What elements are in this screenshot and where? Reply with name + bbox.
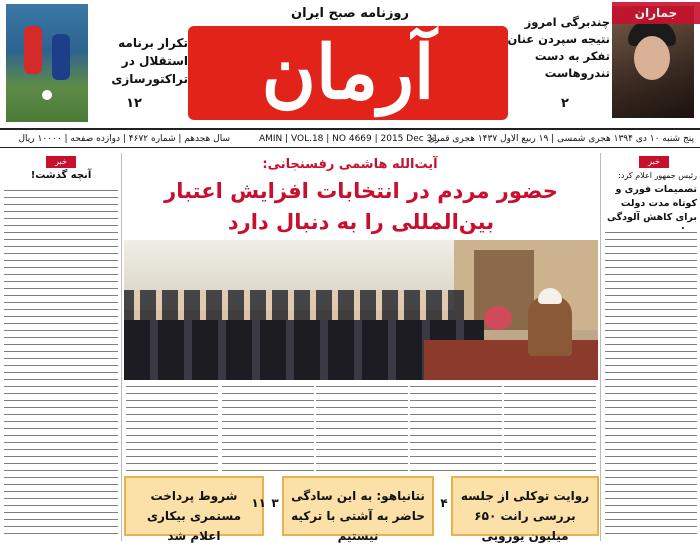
ball-shape bbox=[42, 90, 52, 100]
lead-headline[interactable]: حضور مردم در انتخابات افزایش اعتبار بین‌المللی را به دنبال دارد bbox=[164, 179, 558, 234]
bottom-story-headline: روایت توکلی از جلسه بررسی رانت ۶۵۰ میلیون یورویی bbox=[460, 489, 590, 543]
bottom-story-headline: شروط پرداخت مستمری بیکاری اعلام شد bbox=[146, 489, 242, 543]
teaser-headline-right[interactable]: چندبرگی امروز نتیجه سپردن عنان تفکر به دست تندروهاست bbox=[507, 15, 610, 80]
dateline-date: پنج شنبه ۱۰ دی ۱۳۹۴ هجری شمسی | ۱۹ ربیع الاول ۱۴۳۷ هجری قمری bbox=[428, 134, 694, 144]
teaser-photo-football bbox=[6, 4, 88, 122]
left-news-column bbox=[0, 153, 122, 541]
bottom-story-page-number: ۱۱ bbox=[251, 496, 266, 510]
bottom-story-box[interactable] bbox=[282, 476, 434, 543]
dateline-volume: AMIN | VOL.18 | NO 4669 | 2015 Dec 31 bbox=[258, 134, 438, 144]
left-column-headline[interactable]: آنچه گذشت! bbox=[30, 170, 92, 181]
newspaper-logo bbox=[188, 26, 508, 120]
lead-body-column bbox=[222, 383, 314, 475]
logo-wordmark: آرمان bbox=[261, 30, 435, 116]
watermark-badge: جماران bbox=[612, 2, 700, 24]
bottom-story-box[interactable] bbox=[451, 476, 599, 543]
left-column-body-text bbox=[4, 187, 118, 537]
news-tag: خبر bbox=[639, 156, 669, 168]
masthead-tagline: روزنامه صبح ایران bbox=[290, 6, 409, 21]
bottom-story-page-number: ۳ bbox=[271, 496, 279, 510]
right-news-column bbox=[600, 153, 700, 541]
photo-flowers bbox=[484, 306, 512, 330]
right-column-headline[interactable]: تصمیمات فوری و کوتاه مدت دولت برای کاهش آلودگی bbox=[607, 184, 697, 223]
lead-photo-meeting bbox=[124, 240, 598, 380]
lead-body-column bbox=[410, 383, 502, 475]
bottom-story-box[interactable] bbox=[124, 476, 264, 543]
teaser-page-number-left: ۱۲ bbox=[126, 96, 142, 111]
photo-speaker bbox=[528, 296, 572, 356]
lead-body-column bbox=[504, 383, 596, 475]
masthead bbox=[180, 4, 520, 126]
bottom-story-page-number: ۴ bbox=[440, 496, 448, 510]
lead-body-column bbox=[126, 383, 218, 475]
lead-body-column bbox=[316, 383, 408, 475]
player-blue bbox=[52, 34, 70, 80]
right-column-kicker: رئیس جمهور اعلام کرد: bbox=[618, 171, 697, 180]
face-shape bbox=[634, 36, 670, 80]
news-tag: خبر bbox=[46, 156, 76, 168]
player-red bbox=[24, 26, 42, 74]
dateline-issue: سال هجدهم | شماره ۴۶۷۲ | دوازده صفحه | ۱۰۰۰۰ ریال bbox=[18, 134, 230, 144]
teaser-page-number-right: ۲ bbox=[561, 96, 569, 111]
bottom-story-headline: نتانیاهو: به این سادگی حاضر به آشتی با ترکیه نیستیم bbox=[291, 489, 425, 543]
teaser-headline-left[interactable]: تکرار برنامه استقلال در تراکتورسازی bbox=[111, 36, 188, 86]
dateline-bar bbox=[0, 128, 700, 148]
right-column-body-text bbox=[605, 229, 697, 535]
lead-kicker: آیت‌الله هاشمی رفسنجانی: bbox=[262, 157, 438, 172]
